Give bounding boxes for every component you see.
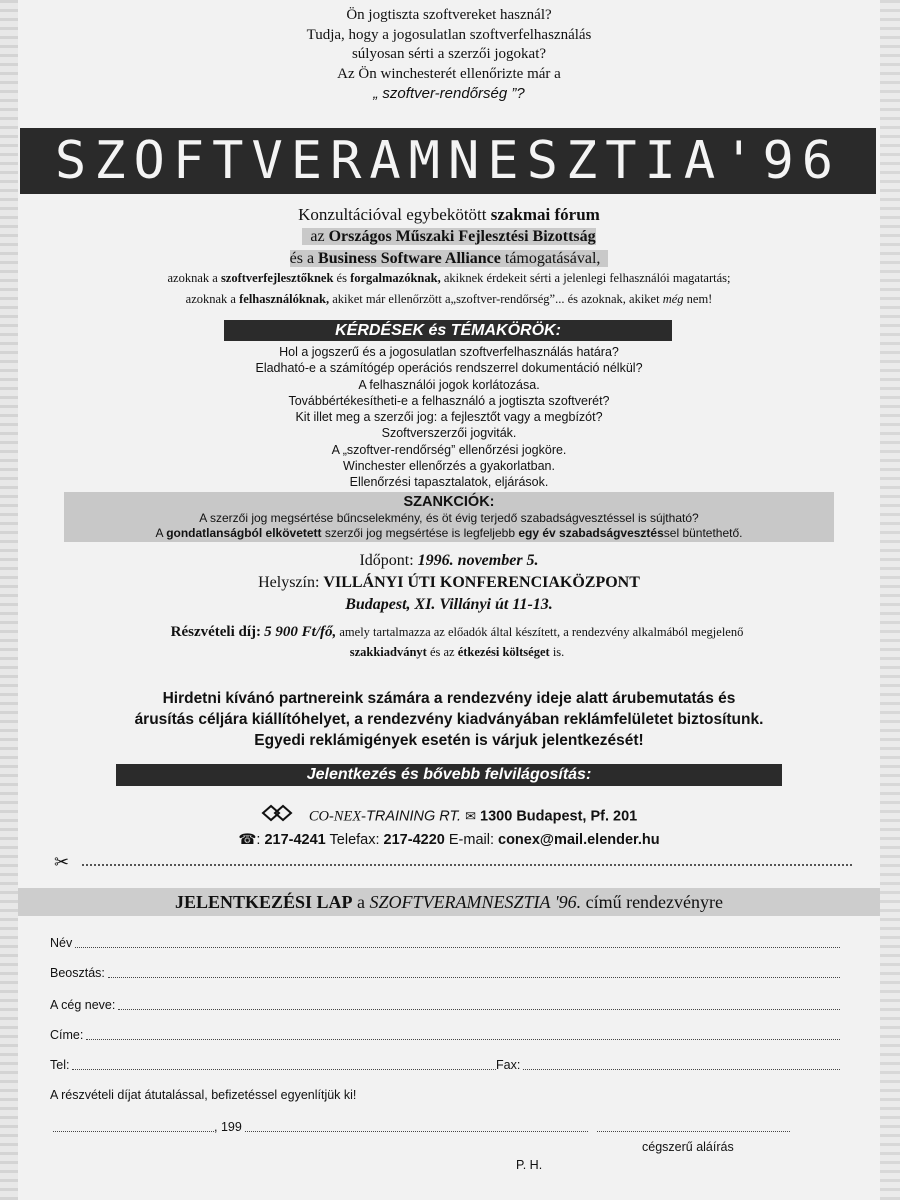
intro-questions (18, 6, 880, 105)
cut-dotted-line (82, 864, 852, 866)
position-field[interactable]: Beosztás: (50, 964, 840, 982)
event-date: Időpont: 1996. november 5. (359, 552, 539, 569)
event-title-banner: SZOFTVERAMNESZTIA'96 (20, 128, 876, 194)
audience-line: azoknak a szoftverfejlesztőknek és forgalmazóknak, akiknek érdekeit sérti a jelenlegi felhasználói magatartás; (167, 271, 731, 285)
question-item: Ellenőrzési tapasztalatok, eljárások. (349, 475, 549, 490)
question-item: Továbbértékesítheti-e a felhasználó a jogtiszta szoftverét? (288, 393, 610, 408)
stamp-label: P. H. (516, 1158, 543, 1172)
phone-line: ☎: 217-4241 Telefax: 217-4220 E-mail: conex@mail.elender.hu (238, 832, 660, 848)
organizer-line: CO-NEX-TRAINING RT. ✉ 1300 Budapest, Pf. 201 (18, 804, 880, 829)
sanctions-box (64, 492, 834, 542)
event-venue: Helyszín: VILLÁNYI ÚTI KONFERENCIAKÖZPONT (258, 574, 640, 591)
participation-fee: Részvételi díj: 5 900 Ft/fő, amely tartalmazza az előadók által készített, a rendezvény alkalmából megjelenő szakkiadványt és az étkezési költséget is. (170, 624, 744, 659)
forum-line: Konzultációval egybekötött szakmai fórum (298, 205, 600, 224)
contact-heading: Jelentkezés és bővebb felvilágosítás: (116, 764, 782, 786)
event-details (18, 550, 880, 616)
fax-field[interactable]: Fax: (496, 1056, 840, 1074)
name-field[interactable]: Név (50, 934, 840, 952)
background-newsprint-right (878, 0, 900, 1200)
questions-list (18, 344, 880, 491)
tel-field[interactable]: Tel: (50, 1056, 496, 1074)
questions-heading: KÉRDÉSEK és TÉMAKÖRÖK: (224, 320, 672, 341)
intro-line: „ szoftver-rendőrség ”? (373, 85, 525, 102)
sanctions-line: A szerzői jog megsértése bűncselekmény, és öt évig terjedő szabadságvesztéssel is sújtható? (199, 511, 699, 525)
exhibitor-notice: Hirdetni kívánó partnereink számára a rendezvény ideje alatt árubemutatás és árusítás céljára kiállítóhelyet, a rendezvény kiadványában reklámfelületet biztosítunk. Egyedi reklámigények esetén is várjuk jelentkezését! (134, 690, 764, 749)
date-field[interactable]: , 199 (214, 1118, 588, 1136)
conex-logo-icon (261, 804, 301, 829)
question-item: Kit illet meg a szerzői jog: a fejlesztőt vagy a megbízót? (295, 410, 603, 425)
audience-line: azoknak a felhasználóknak, akiket már ellenőrzött a„szoftver-rendőrség”... és azoknak, akiket még nem! (185, 292, 713, 306)
sponsor-highlight: az Országos Műszaki Fejlesztési Bizottság és a Business Software Alliance támogatásával, (290, 228, 609, 267)
organizer-contact (18, 804, 880, 851)
intro-line: Az Ön winchesterét ellenőrizte már a (337, 65, 561, 82)
registration-form-title: JELENTKEZÉSI LAP a SZOFTVERAMNESZTIA '96. című rendezvényre (18, 888, 880, 916)
scissors-icon: ✂ (54, 852, 70, 872)
address-field[interactable]: Címe: (50, 1026, 840, 1044)
intro-line: súlyosan sérti a szerzői jogokat? (351, 46, 547, 62)
signature-field[interactable] (594, 1118, 790, 1136)
audience-text (18, 268, 880, 310)
signature-label: cégszerű aláírás (642, 1140, 734, 1154)
question-item: Hol a jogszerű és a jogosulatlan szoftverfelhasználás határa? (279, 345, 619, 359)
forum-line (18, 226, 880, 270)
place-field[interactable] (50, 1118, 214, 1136)
intro-line: Tudja, hogy a jogosulatlan szoftverfelhasználás (306, 26, 592, 43)
advertisement-page (18, 0, 880, 1200)
event-address: Budapest, XI. Villányi út 11-13. (345, 596, 553, 613)
phone-icon: ☎ (238, 832, 257, 848)
forum-description (18, 204, 880, 270)
company-field[interactable]: A cég neve: (50, 996, 840, 1014)
sanctions-line: A gondatlanságból elkövetett szerzői jog megsértése is legfeljebb egy év szabadságvesztéssel büntethető. (155, 526, 743, 540)
cut-line (54, 852, 854, 872)
payment-note: A részvételi díjat átutalással, befizetéssel egyenlítjük ki! (50, 1088, 357, 1102)
question-item: A felhasználói jogok korlátozása. (358, 377, 540, 392)
question-item: A „szoftver-rendőrség” ellenőrzési jogköre. (331, 442, 567, 457)
question-item: Winchester ellenőrzés a gyakorlatban. (343, 459, 555, 474)
question-item: Eladható-e a számítógép operációs rendszerrel dokumentáció nélkül? (255, 361, 643, 376)
intro-line: Ön jogtiszta szoftvereket használ? (346, 7, 552, 23)
question-item: Szoftverszerzői jogviták. (381, 426, 517, 441)
mail-envelope-icon: ✉ (465, 808, 477, 824)
sanctions-heading: SZANKCIÓK: (403, 494, 495, 510)
